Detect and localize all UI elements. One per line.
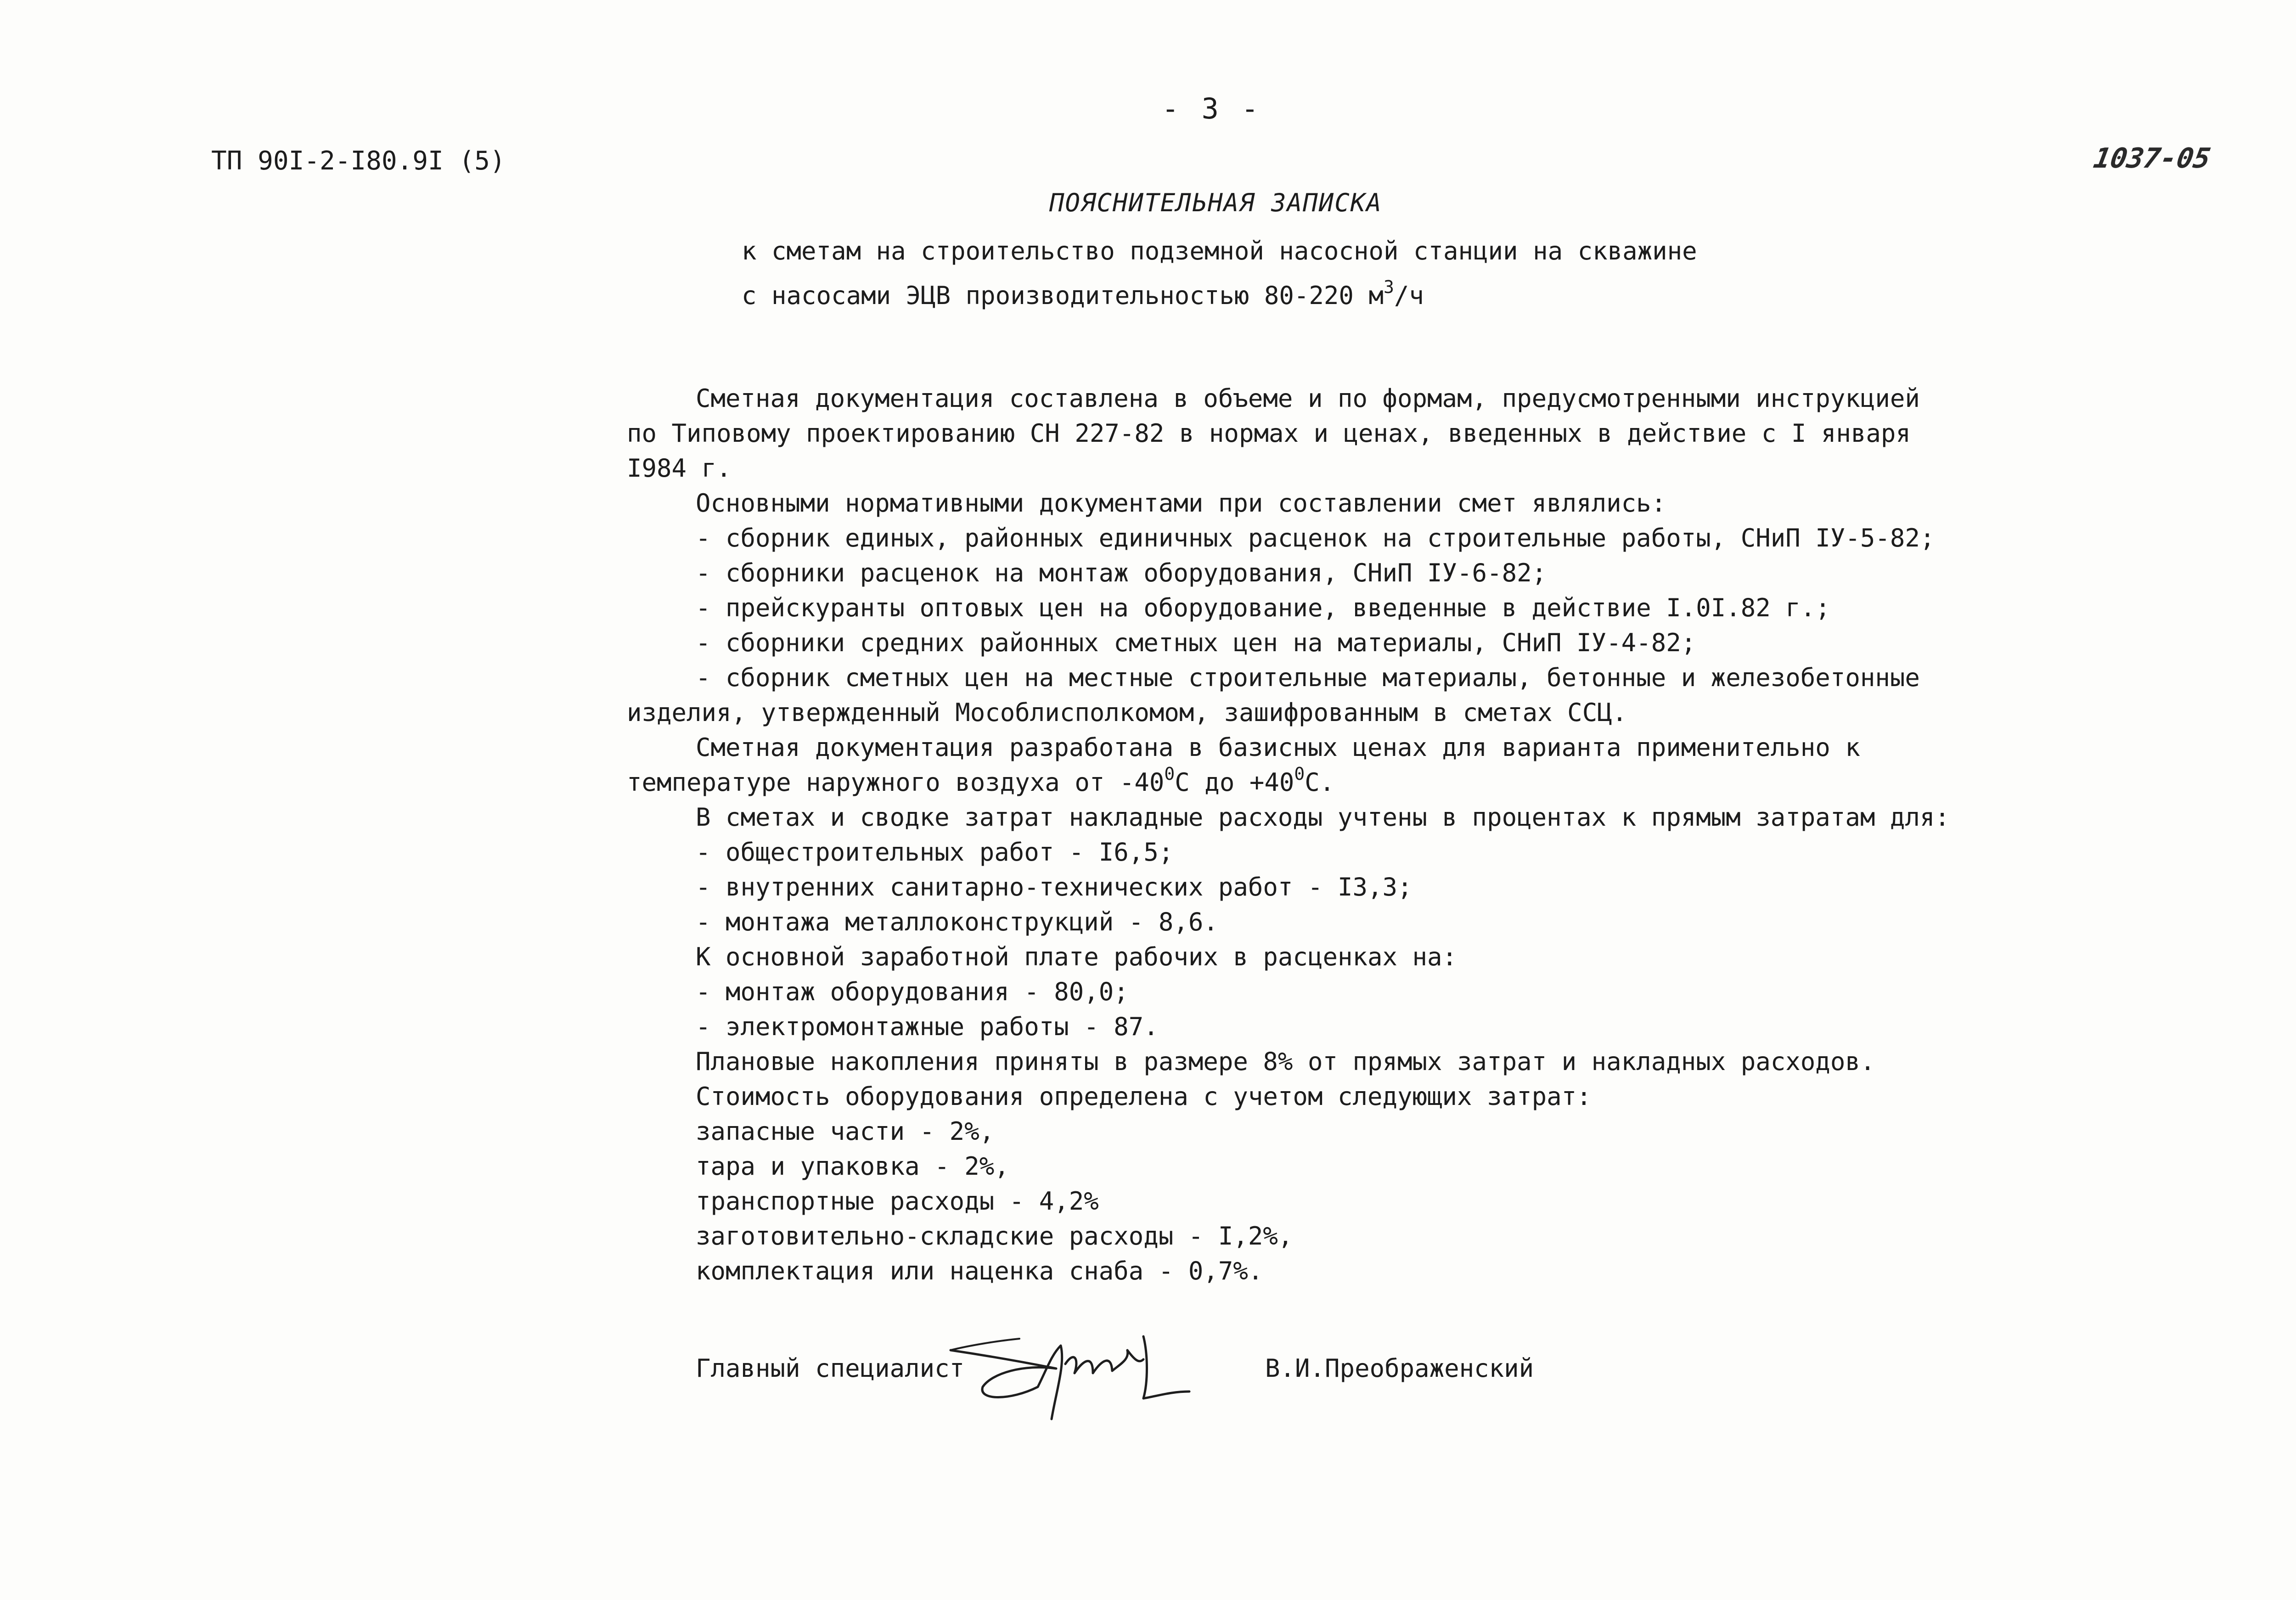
- body-line: по Типовому проектированию СН 227-82 в нормах и ценах, введенных в действие с I января: [627, 419, 1911, 448]
- page-number: - 3 -: [1162, 92, 1261, 125]
- body-line: Сметная документация составлена в объеме и по формам, предусмотренными инструкцией: [696, 384, 1920, 413]
- list-item: - прейскуранты оптовых цен на оборудование, введенные в действие I.0I.82 г.;: [696, 593, 1830, 622]
- document-title: ПОЯСНИТЕЛЬНАЯ ЗАПИСКА: [1049, 188, 1382, 217]
- body-line: изделия, утвержденный Мособлисполкомом, зашифрованным в сметах ССЦ.: [627, 698, 1627, 727]
- superscript: 3: [1383, 277, 1394, 297]
- subtitle-text: с насосами ЭЦВ производительностью 80-220 м: [742, 281, 1384, 310]
- document-subtitle-line-2: [742, 277, 1424, 310]
- list-item: запасные части - 2%,: [696, 1117, 995, 1146]
- body-line: В сметах и сводке затрат накладные расходы учтены в процентах к прямым затратам для:: [696, 803, 1950, 832]
- body-line: I984 г.: [627, 454, 732, 483]
- body-line: Основными нормативными документами при составлении смет являлись:: [696, 489, 1666, 518]
- list-item: тара и упаковка - 2%,: [696, 1152, 1009, 1181]
- list-item: - общестроительных работ - I6,5;: [696, 838, 1174, 867]
- document-code: ТП 90I-2-I80.9I (5): [211, 146, 506, 176]
- document-body: [627, 381, 1958, 1289]
- list-item: - сборник сметных цен на местные строительные материалы, бетонные и железобетонные: [696, 663, 1920, 692]
- signature-icon: [941, 1313, 1199, 1433]
- list-item: - монтажа металлоконструкций - 8,6.: [696, 907, 1218, 936]
- superscript: 0: [1294, 764, 1305, 784]
- superscript: 0: [1164, 764, 1175, 784]
- body-line: [627, 765, 1958, 800]
- list-item: - внутренних санитарно-технических работ - I3,3;: [696, 873, 1412, 901]
- list-item: - монтаж оборудования - 80,0;: [696, 977, 1129, 1006]
- signatory-name: В.И.Преображенский: [1265, 1354, 1534, 1383]
- body-text: С до +40: [1175, 768, 1294, 797]
- list-item: - сборники расценок на монтаж оборудования, СНиП IУ-6-82;: [696, 558, 1547, 587]
- list-item: - электромонтажные работы - 87.: [696, 1012, 1159, 1041]
- list-item: комплектация или наценка снаба - 0,7%.: [696, 1256, 1263, 1285]
- handwritten-code: 1037-05: [2091, 142, 2213, 175]
- list-item: транспортные расходы - 4,2%: [696, 1187, 1099, 1216]
- list-item: - сборники средних районных сметных цен на материалы, СНиП IУ-4-82;: [696, 628, 1696, 657]
- body-line: Стоимость оборудования определена с учетом следующих затрат:: [696, 1082, 1592, 1111]
- list-item: - сборник единых, районных единичных расценок на строительные работы, СНиП IУ-5-82;: [696, 524, 1935, 552]
- body-line: Плановые накопления приняты в размере 8% от прямых затрат и накладных расходов.: [696, 1047, 1875, 1076]
- body-line: Сметная документация разработана в базисных ценах для варианта применительно к: [696, 733, 1860, 762]
- document-subtitle-line-1: к сметам на строительство подземной насосной станции на скважине: [742, 237, 1697, 265]
- body-line: К основной заработной плате рабочих в расценках на:: [696, 942, 1458, 971]
- signature-label: Главный специалист: [696, 1354, 965, 1383]
- body-text: температуре наружного воздуха от -40: [627, 768, 1165, 797]
- body-text: С.: [1305, 768, 1335, 797]
- subtitle-unit: /ч: [1394, 281, 1424, 310]
- list-item: заготовительно-складские расходы - I,2%,: [696, 1222, 1293, 1251]
